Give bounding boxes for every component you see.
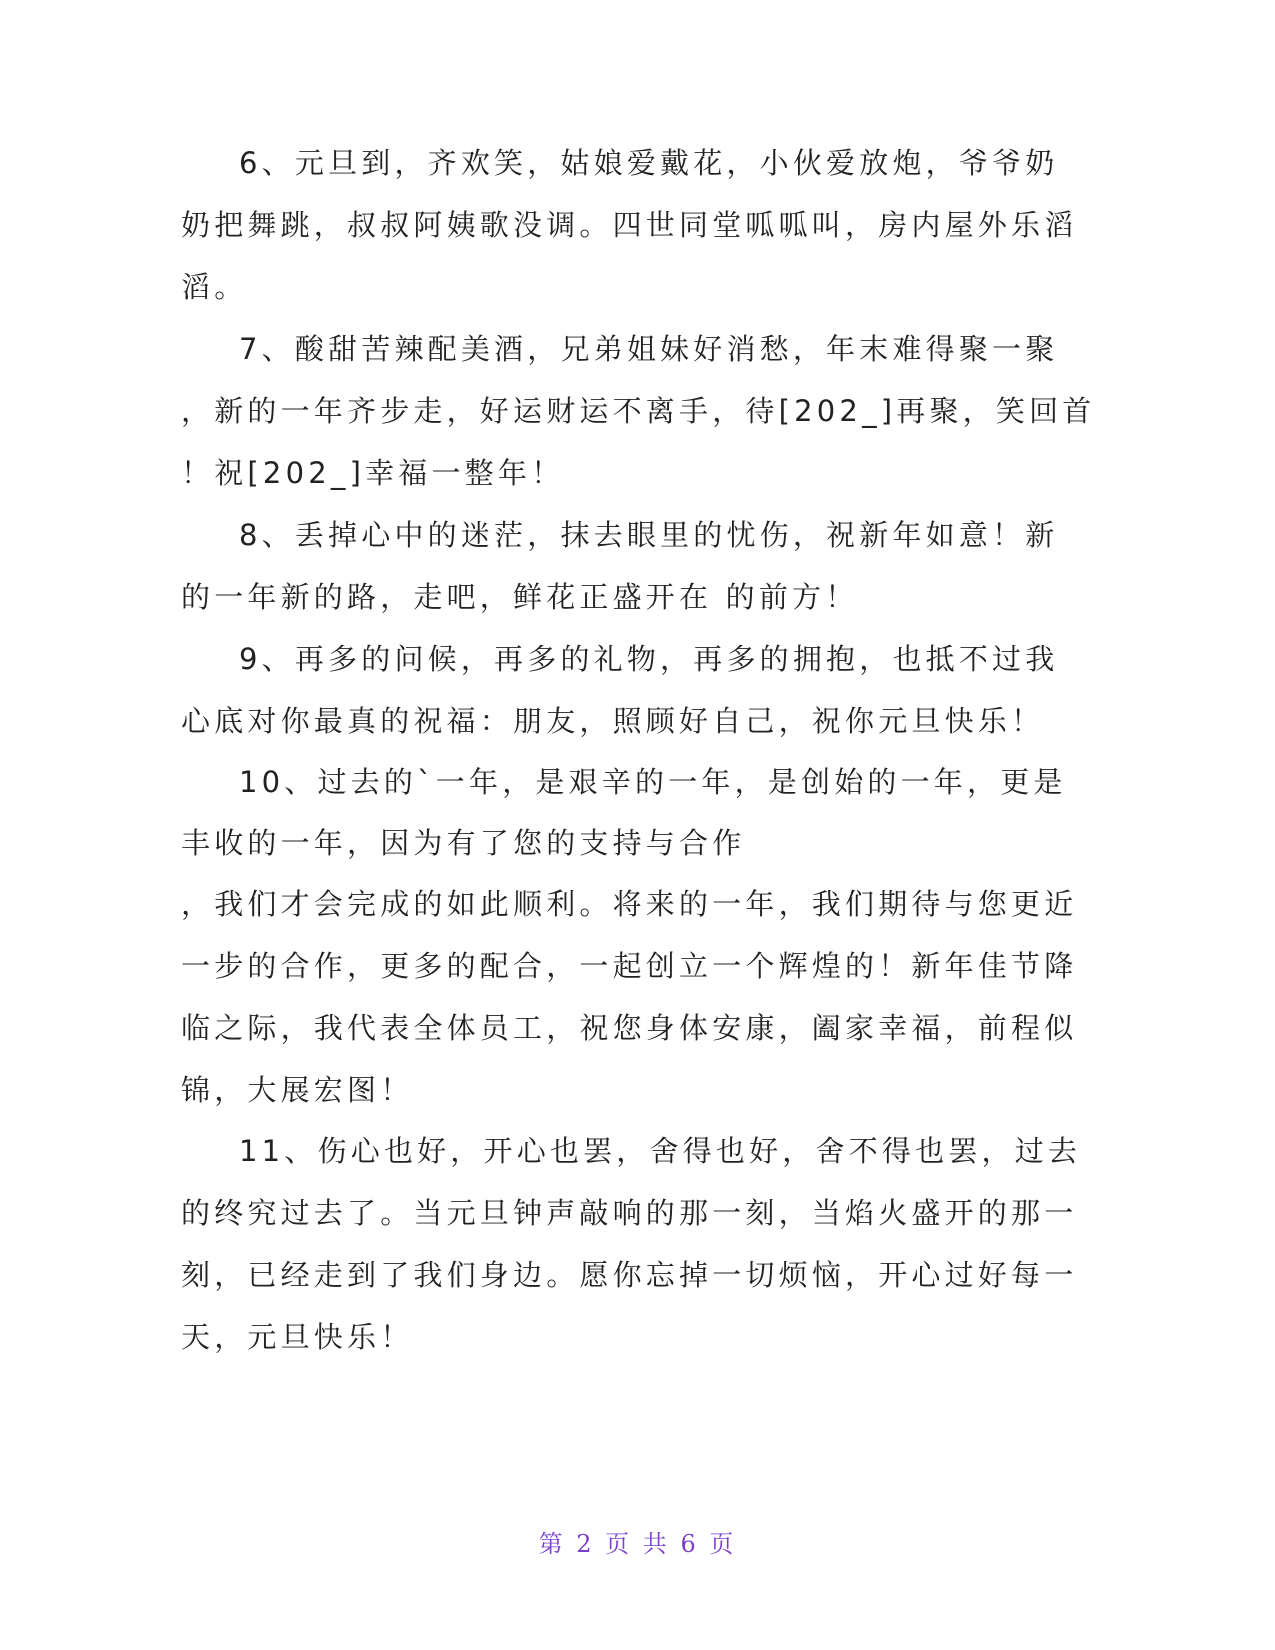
paragraph-8-line-2: 的一年新的路，走吧，鲜花正盛开在 的前方！ — [181, 580, 859, 614]
paragraph-7-line-2: ，新的一年齐步走，好运财运不离手，待[202_]再聚，笑回首 — [181, 394, 1096, 428]
paragraph-10-line-6: 锦，大展宏图！ — [181, 1073, 414, 1107]
paragraph-6-line-1: 6、元旦到，齐欢笑，姑娘爱戴花，小伙爱放炮，爷爷奶 — [239, 146, 1059, 180]
paragraph-9-line-2: 心底对你最真的祝福：朋友，照顾好自己，祝你元旦快乐！ — [181, 704, 1045, 738]
paragraph-8-line-1: 8、丢掉心中的迷茫，抹去眼里的忧伤，祝新年如意！新 — [239, 518, 1059, 552]
paragraph-10-line-5: 临之际，我代表全体员工，祝您身体安康，阖家幸福，前程似 — [181, 1011, 1078, 1045]
paragraph-11-line-1: 11、伤心也好，开心也罢，舍得也好，舍不得也罢，过去 — [239, 1134, 1082, 1168]
paragraph-11-line-2: 的终究过去了。当元旦钟声敲响的那一刻，当焰火盛开的那一 — [181, 1196, 1078, 1230]
page-number-footer: 第 2 页 共 6 页 — [538, 1530, 737, 1558]
paragraph-7-line-1: 7、酸甜苦辣配美酒，兄弟姐妹好消愁，年末难得聚一聚 — [239, 332, 1059, 366]
paragraph-9-line-1: 9、再多的问候，再多的礼物，再多的拥抱，也抵不过我 — [239, 642, 1059, 676]
paragraph-11-line-3: 刻，已经走到了我们身边。愿你忘掉一切烦恼，开心过好每一 — [181, 1258, 1078, 1292]
paragraph-6-line-3: 滔。 — [181, 270, 248, 304]
paragraph-10-line-2: 丰收的一年，因为有了您的支持与合作 — [181, 826, 746, 860]
paragraph-6-line-2: 奶把舞跳，叔叔阿姨歌没调。四世同堂呱呱叫，房内屋外乐滔 — [181, 208, 1078, 242]
paragraph-10-line-1: 10、过去的`一年，是艰辛的一年，是创始的一年，更是 — [239, 765, 1067, 799]
paragraph-11-line-4: 天，元旦快乐！ — [181, 1320, 414, 1354]
paragraph-10-line-3: ，我们才会完成的如此顺利。将来的一年，我们期待与您更近 — [181, 887, 1078, 921]
paragraph-7-line-3: ！祝[202_]幸福一整年！ — [181, 456, 565, 490]
paragraph-10-line-4: 一步的合作，更多的配合，一起创立一个辉煌的！新年佳节降 — [181, 949, 1078, 983]
